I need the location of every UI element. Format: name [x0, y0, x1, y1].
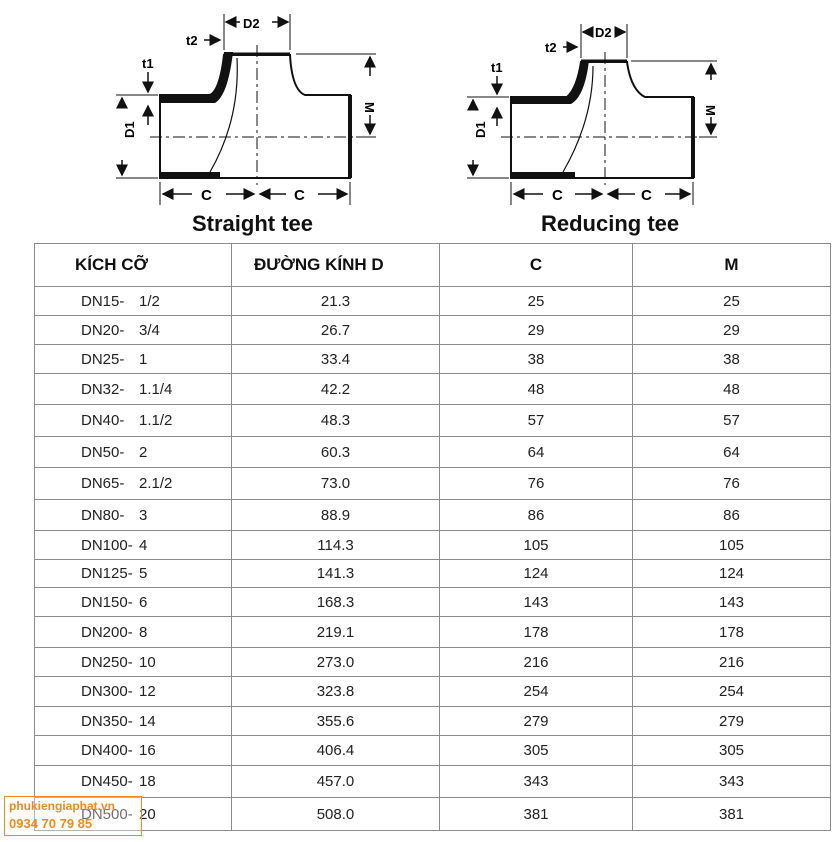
- cell-dn: DN150-: [81, 593, 133, 611]
- table-body: [35, 287, 831, 831]
- cell-diameter: 508.0: [232, 798, 440, 831]
- cell-m: 381: [633, 798, 831, 831]
- table-row: [35, 374, 831, 405]
- cell-c: 105: [440, 531, 633, 560]
- table-row: [35, 405, 831, 437]
- cell-inch: 1: [139, 350, 148, 368]
- cell-inch: 2: [139, 443, 148, 461]
- cell-dn: DN40-: [81, 412, 125, 429]
- cell-diameter: 273.0: [232, 648, 440, 677]
- watermark-logo: [4, 796, 142, 836]
- cell-dn: DN200-: [81, 623, 133, 641]
- cell-inch: 12: [139, 683, 156, 700]
- cell-c: 38: [440, 345, 633, 374]
- cell-c: 178: [440, 617, 633, 648]
- cell-m: 105: [633, 531, 831, 560]
- straight-tee-diagram: [100, 0, 390, 240]
- table-row: [35, 468, 831, 500]
- cell-c: 143: [440, 588, 633, 617]
- cell-diameter: 88.9: [232, 500, 440, 531]
- cell-m: 25: [633, 287, 831, 316]
- cell-c: 25: [440, 287, 633, 316]
- cell-diameter: 73.0: [232, 468, 440, 500]
- cell-c: 48: [440, 374, 633, 405]
- d2-label: D2: [243, 16, 260, 31]
- cell-c: 279: [440, 707, 633, 736]
- cell-dn: DN15-: [81, 292, 125, 310]
- cell-dn: DN65-: [81, 475, 125, 492]
- reducing-tee-drawing: [455, 0, 718, 215]
- cell-diameter: 406.4: [232, 736, 440, 766]
- cell-m: 124: [633, 560, 831, 588]
- cell-dn: DN450-: [81, 773, 133, 790]
- c-label-right: C: [294, 187, 305, 204]
- c-label-right: C: [641, 187, 652, 204]
- cell-size: [35, 287, 232, 316]
- header-diameter: ĐƯỜNG KÍNH D: [232, 244, 440, 287]
- cell-c: 124: [440, 560, 633, 588]
- cell-inch: 1.1/4: [139, 380, 173, 398]
- d1-label: D1: [122, 121, 137, 138]
- cell-m: 254: [633, 677, 831, 707]
- cell-size: [35, 316, 232, 345]
- cell-size: [35, 560, 232, 588]
- cell-dn: DN250-: [81, 653, 133, 671]
- cell-size: [35, 736, 232, 766]
- t2-label: t2: [186, 33, 198, 48]
- reducing-tee-title: Reducing tee: [541, 211, 680, 236]
- table-row: [35, 531, 831, 560]
- cell-diameter: 168.3: [232, 588, 440, 617]
- cell-dn: DN400-: [81, 742, 133, 759]
- cell-c: 29: [440, 316, 633, 345]
- c-label-left: C: [552, 187, 563, 204]
- cell-inch: 20: [139, 805, 156, 823]
- d2-label: D2: [595, 25, 612, 40]
- header-c: C: [440, 244, 633, 287]
- cell-m: 29: [633, 316, 831, 345]
- table-row: [35, 287, 831, 316]
- cell-m: 305: [633, 736, 831, 766]
- cell-c: 57: [440, 405, 633, 437]
- cell-size: [35, 677, 232, 707]
- cell-inch: 5: [139, 565, 148, 582]
- cell-diameter: 323.8: [232, 677, 440, 707]
- cell-inch: 8: [139, 623, 148, 641]
- cell-inch: 6: [139, 593, 148, 611]
- cell-size: [35, 588, 232, 617]
- cell-dn: DN125-: [81, 565, 133, 582]
- cell-c: 64: [440, 437, 633, 468]
- tee-dimension-table: [34, 243, 831, 831]
- cell-size: [35, 405, 232, 437]
- cell-inch: 3/4: [139, 321, 160, 339]
- t1-label: t1: [142, 56, 154, 71]
- cell-size: [35, 374, 232, 405]
- watermark-site: phukiengiaphat.vn: [9, 799, 116, 813]
- cell-c: 381: [440, 798, 633, 831]
- watermark-phone: 0934 70 79 85: [9, 816, 93, 831]
- cell-diameter: 60.3: [232, 437, 440, 468]
- cell-inch: 16: [139, 742, 156, 759]
- t2-label: t2: [545, 40, 557, 55]
- cell-inch: 1/2: [139, 292, 160, 310]
- cell-diameter: 42.2: [232, 374, 440, 405]
- cell-diameter: 114.3: [232, 531, 440, 560]
- cell-dn: DN350-: [81, 712, 133, 730]
- table-row: [35, 798, 831, 831]
- cell-dn: DN100-: [81, 536, 133, 554]
- cell-m: 86: [633, 500, 831, 531]
- cell-size: [35, 437, 232, 468]
- table-row: [35, 316, 831, 345]
- header-size: KÍCH CỠ: [35, 244, 232, 287]
- table-header-row: [35, 244, 831, 287]
- cell-diameter: 219.1: [232, 617, 440, 648]
- table-row: [35, 766, 831, 798]
- header-m: M: [633, 244, 831, 287]
- cell-inch: 3: [139, 506, 148, 524]
- cell-m: 143: [633, 588, 831, 617]
- reducing-tee-diagram: [455, 0, 718, 240]
- cell-size: [35, 500, 232, 531]
- cell-size: [35, 707, 232, 736]
- cell-dn: DN32-: [81, 380, 125, 398]
- cell-size: [35, 648, 232, 677]
- cell-c: 305: [440, 736, 633, 766]
- cell-m: 48: [633, 374, 831, 405]
- cell-m: 76: [633, 468, 831, 500]
- cell-inch: 2.1/2: [139, 475, 173, 492]
- cell-diameter: 33.4: [232, 345, 440, 374]
- m-label: M: [703, 105, 718, 116]
- table-row: [35, 707, 831, 736]
- cell-size: [35, 766, 232, 798]
- cell-diameter: 26.7: [232, 316, 440, 345]
- m-label: M: [362, 102, 377, 113]
- cell-m: 64: [633, 437, 831, 468]
- cell-size: [35, 617, 232, 648]
- cell-inch: 4: [139, 536, 148, 554]
- c-label-left: C: [201, 187, 212, 204]
- cell-dn: DN25-: [81, 350, 125, 368]
- straight-tee-drawing: [100, 0, 390, 215]
- cell-diameter: 48.3: [232, 405, 440, 437]
- cell-dn: DN50-: [81, 443, 125, 461]
- table-row: [35, 500, 831, 531]
- cell-size: [35, 531, 232, 560]
- cell-diameter: 355.6: [232, 707, 440, 736]
- cell-size: [35, 345, 232, 374]
- table-row: [35, 560, 831, 588]
- cell-m: 279: [633, 707, 831, 736]
- cell-diameter: 141.3: [232, 560, 440, 588]
- cell-m: 178: [633, 617, 831, 648]
- cell-dn: DN20-: [81, 321, 125, 339]
- table-row: [35, 677, 831, 707]
- cell-m: 343: [633, 766, 831, 798]
- cell-dn: DN500-: [81, 805, 133, 823]
- table-row: [35, 345, 831, 374]
- cell-diameter: 457.0: [232, 766, 440, 798]
- cell-c: 343: [440, 766, 633, 798]
- cell-c: 76: [440, 468, 633, 500]
- cell-m: 38: [633, 345, 831, 374]
- cell-c: 254: [440, 677, 633, 707]
- cell-inch: 1.1/2: [139, 412, 173, 429]
- cell-dn: DN80-: [81, 506, 125, 524]
- table-row: [35, 736, 831, 766]
- table-row: [35, 437, 831, 468]
- cell-dn: DN300-: [81, 683, 133, 700]
- table-row: [35, 588, 831, 617]
- cell-inch: 18: [139, 773, 156, 790]
- cell-inch: 10: [139, 653, 156, 671]
- t1-label: t1: [491, 60, 503, 75]
- cell-diameter: 21.3: [232, 287, 440, 316]
- cell-size: [35, 468, 232, 500]
- cell-inch: 14: [139, 712, 156, 730]
- straight-tee-title: Straight tee: [192, 211, 314, 236]
- cell-m: 57: [633, 405, 831, 437]
- table-row: [35, 617, 831, 648]
- cell-c: 216: [440, 648, 633, 677]
- cell-c: 86: [440, 500, 633, 531]
- d1-label: D1: [473, 121, 488, 138]
- table-row: [35, 648, 831, 677]
- cell-m: 216: [633, 648, 831, 677]
